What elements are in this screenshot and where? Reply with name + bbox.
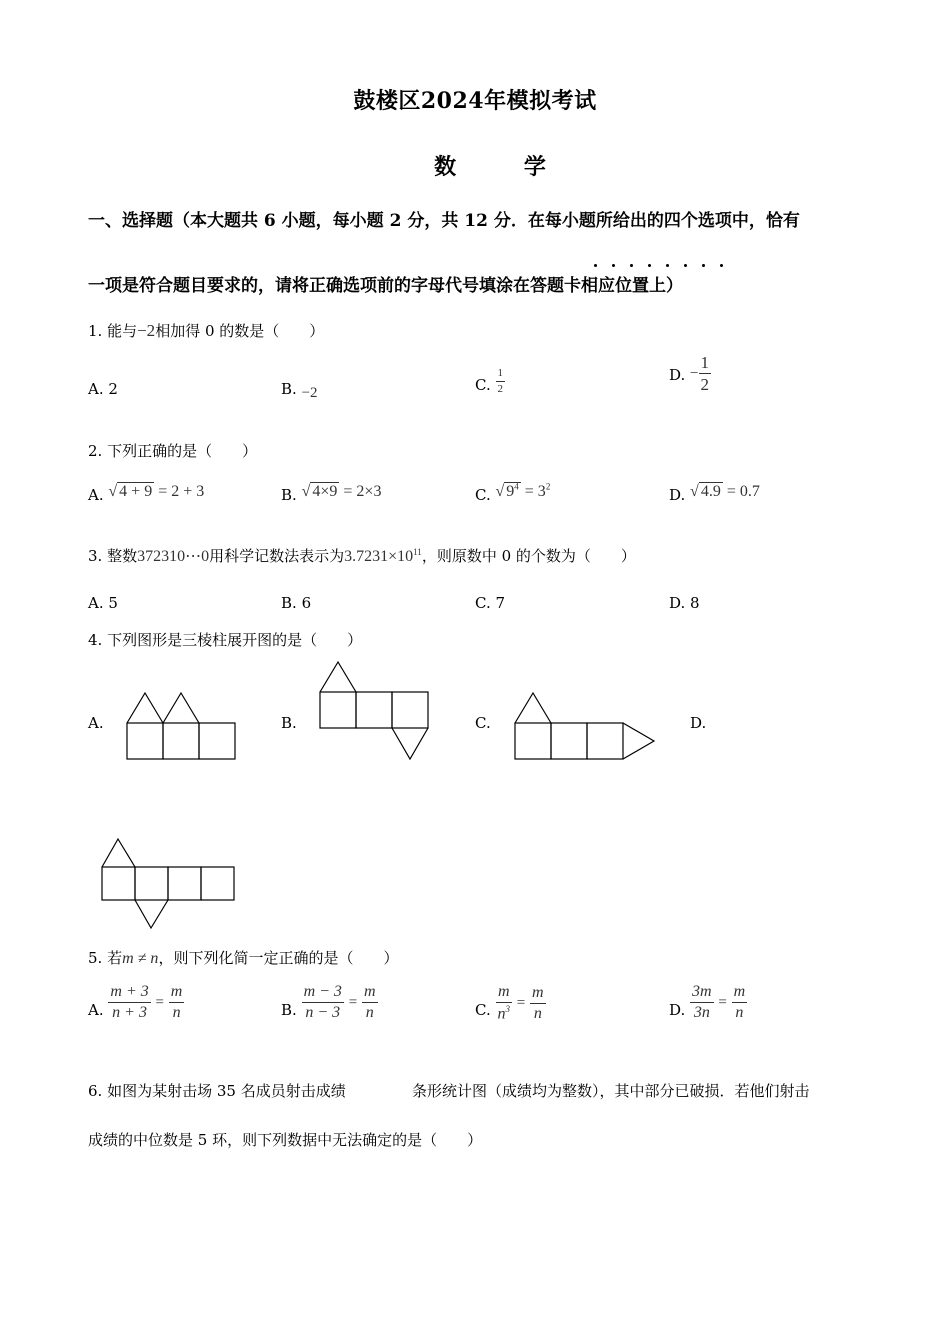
question-2-stem: 2. 下列正确的是（ ）	[88, 442, 258, 460]
question-6-stem-line1a: 6. 如图为某射击场 35 名成员射击成绩	[88, 1082, 346, 1100]
question-1-stem: 1. 能与−2相加得 0 的数是（ ）	[88, 321, 325, 340]
question-4-option-d-label[interactable]: D.	[690, 714, 707, 732]
question-4-figure-a[interactable]	[126, 690, 238, 762]
question-1-option-a[interactable]: A. 2	[88, 380, 118, 398]
question-2-option-b[interactable]: B. √ 4×9 = 2×3	[281, 483, 382, 504]
question-1-option-c[interactable]: C. $\frac{1}{2}$	[475, 367, 503, 395]
question-3-option-d[interactable]: D. 8	[669, 594, 700, 612]
question-3-option-a[interactable]: A. 5	[88, 594, 118, 612]
question-4-option-c-label[interactable]: C.	[475, 714, 491, 732]
question-2-option-d[interactable]: D. √ 4.9 = 0.7	[669, 483, 760, 504]
question-3-option-c[interactable]: C. 7	[475, 594, 506, 612]
section-instructions-line2: 一项是符合题目要求的，请将正确选项前的字母代号填涂在答题卡相应位置上）	[88, 276, 683, 296]
question-4-stem: 4. 下列图形是三棱柱展开图的是（ ）	[88, 631, 363, 649]
question-6-stem-line1b: 条形统计图（成绩均为整数），其中部分已破损．若他们射击	[412, 1082, 810, 1100]
question-4-option-a-label[interactable]: A.	[88, 714, 104, 732]
question-3-option-b[interactable]: B. 6	[281, 594, 312, 612]
question-4-figure-c[interactable]	[514, 690, 656, 762]
question-1-option-d[interactable]: D. − $\frac{1}{2}$	[669, 353, 710, 394]
question-2-option-a[interactable]: A. √ 4 + 9 = 2 + 3	[88, 483, 205, 504]
question-5-stem: 5. 若m ≠ n，则下列化简一定正确的是（ ）	[88, 949, 399, 967]
question-5-option-d[interactable]: D. $\frac{3m}{3n}$ = $\frac{m}{n}$	[669, 983, 746, 1021]
section-instructions-line1: 一、选择题（本大题共 6 小题，每小题 2 分，共 12 分．在每小题所给出的四个选项中，恰有	[88, 211, 800, 231]
question-3-stem: 3. 整数372310⋯0用科学记数法表示为$3.7231\times 10^{11}$，则原数中 0 的个数为（ ）	[88, 547, 636, 565]
question-2-option-c[interactable]: C. √ $9^4 = 3^2$	[475, 482, 551, 505]
question-5-option-a[interactable]: A. $\frac{m + 3}{n + 3}$ = $\frac{m}{n}$	[88, 983, 183, 1021]
question-4-figure-d[interactable]	[100, 836, 238, 932]
question-4-option-b-label[interactable]: B.	[281, 714, 297, 732]
page-title: 鼓楼区2024年模拟考试	[353, 88, 597, 114]
question-6-stem-line2: 成绩的中位数是 5 环，则下列数据中无法确定的是（ ）	[88, 1131, 483, 1149]
question-1-option-b[interactable]: B. −2	[281, 380, 318, 401]
question-5-option-c[interactable]: C. $\frac{m}{n^3}$ = $\frac{m}{n}$	[475, 983, 544, 1023]
question-4-figure-b[interactable]	[319, 660, 431, 762]
subject-title: 数 学	[434, 154, 576, 180]
question-5-option-b[interactable]: B. $\frac{m - 3}{n - 3}$ = $\frac{m}{n}$	[281, 983, 376, 1021]
